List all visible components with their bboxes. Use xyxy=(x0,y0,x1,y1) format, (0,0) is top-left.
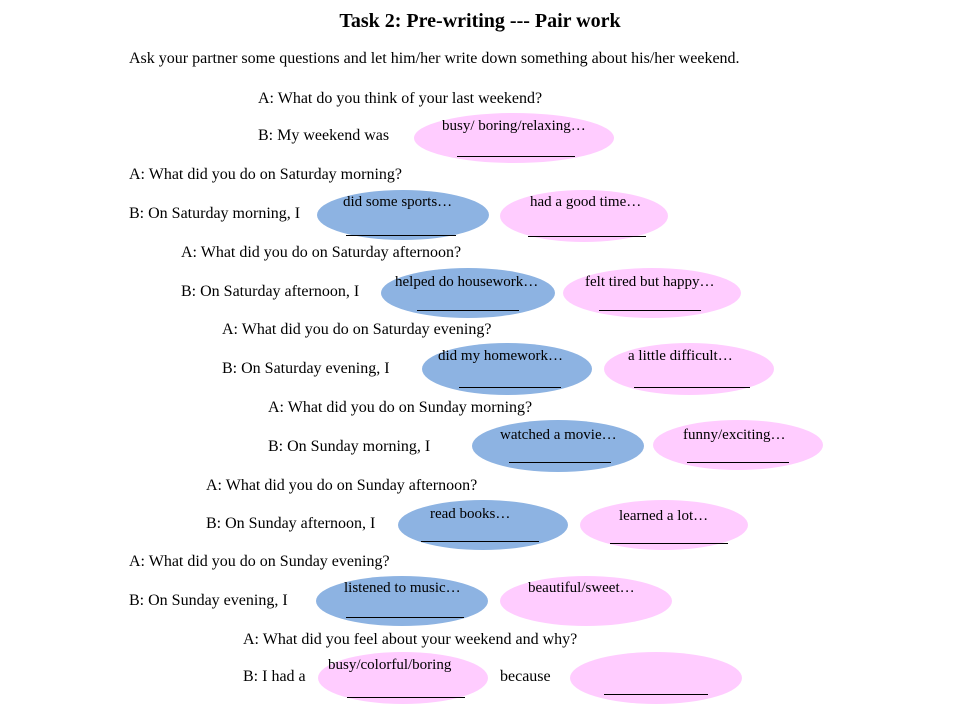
hint-feeling-7: busy/colorful/boring xyxy=(328,657,452,673)
question-6: A: What did you do on Sunday evening? xyxy=(129,553,390,570)
question-2: A: What did you do on Saturday afternoon? xyxy=(181,244,462,261)
answer-prompt-6: B: On Sunday evening, I xyxy=(129,592,288,609)
answer-blank[interactable] xyxy=(417,310,519,311)
question-3: A: What did you do on Saturday evening? xyxy=(222,321,492,338)
hint-activity-2: helped do housework… xyxy=(395,274,539,290)
question-7: A: What did you feel about your weekend and why? xyxy=(243,631,578,648)
hint-activity-4: watched a movie… xyxy=(500,427,617,443)
page-title: Task 2: Pre-writing --- Pair work xyxy=(339,10,621,32)
question-1: A: What did you do on Saturday morning? xyxy=(129,166,402,183)
answer-blank[interactable] xyxy=(634,387,750,388)
instruction-text: Ask your partner some questions and let him/her write down something about his/her weekend. xyxy=(129,50,740,67)
answer-blank[interactable] xyxy=(457,156,575,157)
answer-blank[interactable] xyxy=(421,541,539,542)
reason-oval xyxy=(570,652,742,704)
hint-feeling-6: beautiful/sweet… xyxy=(528,580,635,596)
hint-activity-1: did some sports… xyxy=(343,194,453,210)
question-0: A: What do you think of your last weekend? xyxy=(258,90,543,107)
hint-feeling-0: busy/ boring/relaxing… xyxy=(442,118,586,134)
answer-prompt-3: B: On Saturday evening, I xyxy=(222,360,390,377)
answer-prompt-5: B: On Sunday afternoon, I xyxy=(206,515,376,532)
answer-blank[interactable] xyxy=(509,462,611,463)
answer-blank[interactable] xyxy=(599,310,701,311)
answer-prompt-1: B: On Saturday morning, I xyxy=(129,205,301,222)
hint-feeling-3: a little difficult… xyxy=(628,348,733,364)
answer-blank[interactable] xyxy=(459,387,561,388)
hint-feeling-2: felt tired but happy… xyxy=(585,274,715,290)
hint-activity-6: listened to music… xyxy=(344,580,461,596)
answer-prompt-7: B: I had a xyxy=(243,668,306,685)
answer-blank[interactable] xyxy=(346,617,464,618)
hint-activity-3: did my homework… xyxy=(438,348,563,364)
answer-prompt-4: B: On Sunday morning, I xyxy=(268,438,431,455)
hint-feeling-1: had a good time… xyxy=(530,194,642,210)
hint-activity-5: read books… xyxy=(430,506,511,522)
answer-blank[interactable] xyxy=(687,462,789,463)
answer-prompt-2: B: On Saturday afternoon, I xyxy=(181,283,360,300)
answer-blank[interactable] xyxy=(604,694,708,695)
answer-blank[interactable] xyxy=(346,235,456,236)
question-4: A: What did you do on Sunday morning? xyxy=(268,399,533,416)
because-connector: because xyxy=(500,668,551,685)
hint-feeling-5: learned a lot… xyxy=(619,508,709,524)
answer-prompt-0: B: My weekend was xyxy=(258,127,390,144)
answer-blank[interactable] xyxy=(610,543,728,544)
hint-feeling-4: funny/exciting… xyxy=(683,427,786,443)
answer-blank[interactable] xyxy=(347,697,465,698)
question-5: A: What did you do on Sunday afternoon? xyxy=(206,477,478,494)
answer-blank[interactable] xyxy=(528,236,646,237)
